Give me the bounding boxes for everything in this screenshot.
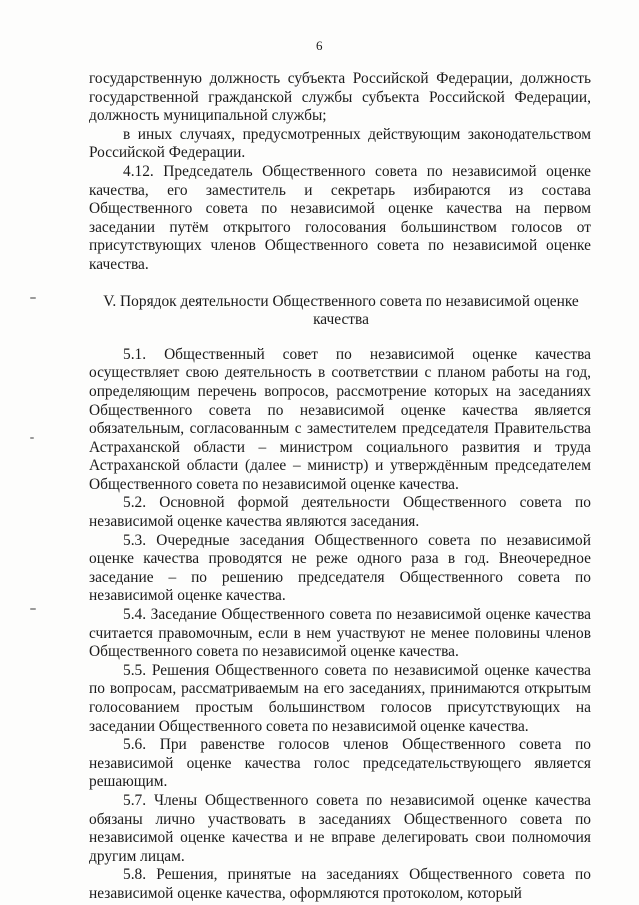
scan-margin-mark: [30, 297, 36, 299]
paragraph-5-1: 5.1. Общественный совет по независимой оценке качества осуществляет свою деятельность в соответствии с планом работы на год, определяющим перечень вопросов, рассмотрение которых на заседаниях Общественного совета по независимой оценке качества является обязательным, согласованным с заместителем председателя Правительства Астраханской области – министром социального развития и труда Астраханской области (далее – министр) и утверждённым председателем Общественного совета по независимой оценке качества.: [89, 345, 591, 493]
page-number: 6: [316, 38, 323, 53]
paragraph-5-2: 5.2. Основной формой деятельности Общественного совета по независимой оценке качества являются заседания.: [89, 494, 591, 531]
paragraph-5-6: 5.6. При равенстве голосов членов Общественного совета по независимой оценке качества голос председательствующего является решающим.: [89, 736, 591, 791]
scan-margin-mark: [30, 608, 36, 610]
paragraph-5-4: 5.4. Заседание Общественного совета по независимой оценке качества считается правомочным, если в нем участвуют не менее половины членов Общественного совета по независимой оценке качества.: [89, 606, 591, 661]
document-body: [89, 70, 591, 904]
paragraph-continuation: государственную должность субъекта Российской Федерации, должность государственной гражданской службы субъекта Российской Федерации, должность муниципальной службы;: [89, 70, 591, 125]
section-heading: V. Порядок деятельности Общественного совета по независимой оценке качества: [103, 292, 579, 329]
paragraph-5-3: 5.3. Очередные заседания Общественного совета по независимой оценке качества проводятся не реже одного раза в год. Внеочередное заседание – по решению председателя Общественного совета по независимой оценке качества.: [89, 531, 591, 605]
paragraph-other-cases: в иных случаях, предусмотренных действующим законодательством Российской Федерации.: [89, 125, 591, 162]
paragraph-5-5: 5.5. Решения Общественного совета по независимой оценке качества по вопросам, рассматриваемым на его заседаниях, принимаются открытым голосованием простым большинством голосов присутствующих на заседании Общественного совета по независимой оценке качества.: [89, 661, 591, 735]
scan-margin-mark: [30, 437, 34, 439]
paragraph-5-8: 5.8. Решения, принятые на заседаниях Общественного совета по независимой оценке качества, оформляются протоколом, который: [89, 866, 591, 902]
paragraph-5-7: 5.7. Члены Общественного совета по независимой оценке качества обязаны лично участвовать в заседаниях Общественного совета по независимой оценке качества и не вправе делегировать свои полномочия другим лицам.: [89, 791, 591, 865]
paragraph-4-12: 4.12. Председатель Общественного совета по независимой оценке качества, его заместитель и секретарь избираются из состава Общественного совета по независимой оценке качества на первом заседании путём открытого голосования большинством голосов от присутствующих членов Общественного совета по независимой оценке качества.: [89, 162, 591, 273]
